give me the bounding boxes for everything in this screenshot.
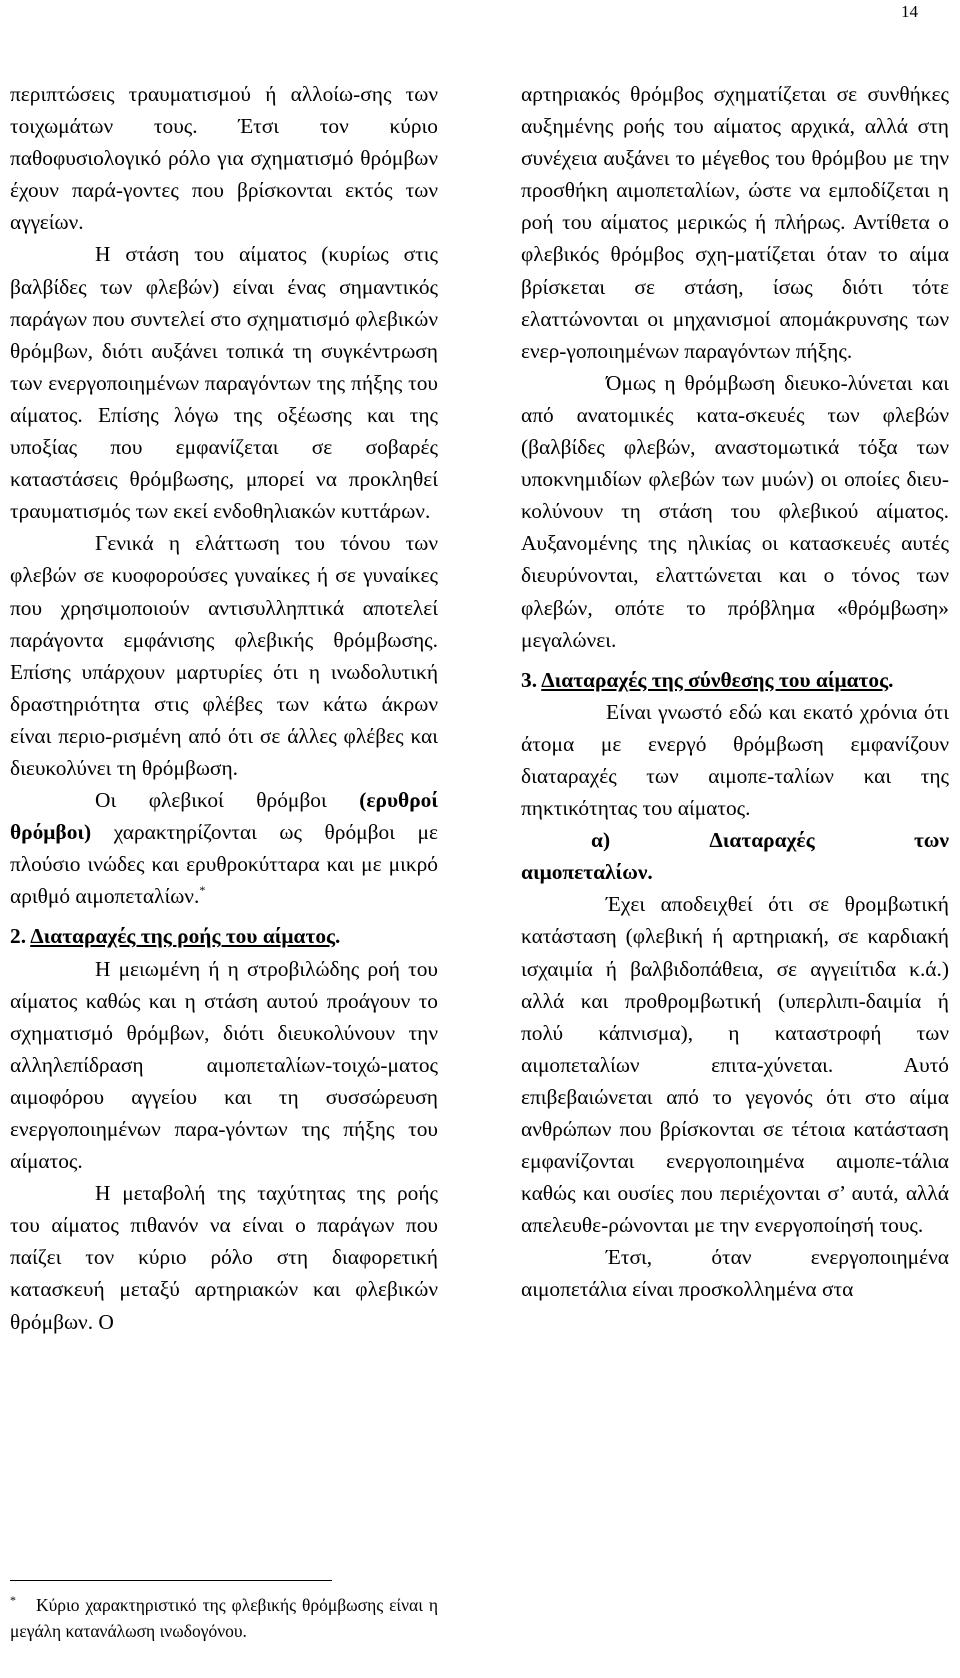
section-title: Διαταραχές της σύνθεσης του αίματος (541, 667, 889, 692)
paragraph: Όμως η θρόμβωση διευκο-λύνεται και από ανατομικές κατα-σκευές των φλεβών (βαλβίδες φλεβών, αναστομωτικά τόξα των υποκνημιδίων φλεβών των μυών) οι οποίες διευ-κολύνουν τη στάση του φλεβικού αίματος. Αυξανομένης της ηλικίας οι κατασκευές αυτές διευρύνονται, ελαττώνεται και ο τόνος των φλεβών, οπότε το πρόβλημα «θρόμβωση» μεγαλώνει. (521, 370, 949, 652)
section-title: Διαταραχές της ροής του αίματος (30, 924, 336, 949)
subheading-word: Διαταραχές (709, 828, 815, 853)
section-number: 2. (10, 924, 31, 949)
section-title-period: . (888, 667, 894, 692)
footnote-text: Κύριο χαρακτηριστικό της φλεβικής θρόμβωσης είναι η μεγάλη κατανάλωση ινωδογόνου. (10, 1595, 438, 1641)
left-column (10, 78, 438, 1338)
text-run: Οι φλεβικοί θρόμβοι (95, 788, 360, 813)
subheading-word: των (913, 828, 949, 853)
subheading-a (521, 824, 949, 856)
paragraph: Η στάση του αίματος (κυρίως στις βαλβίδες των φλεβών) είναι ένας σημαντικός παράγων που συντελεί στο σχηματισμό φλεβικών θρόμβων, διότι αυξάνει τοπικά τη συγκέντρωση των ενεργοποιημένων παραγόντων της πήξης του αίματος. Επίσης λόγω της οξέωσης και της υποξίας που εμφανίζεται σε σοβαρές καταστάσεις θρόμβωσης, μπορεί να προκληθεί τραυματισμός των εκεί ενδοθηλιακών κυττάρων. (10, 242, 438, 524)
paragraph: Η μειωμένη ή η στροβιλώδης ροή του αίματος καθώς και η στάση αυτού προάγουν το σχηματισμό θρόμβων, διότι διευκολύνουν την αλληλεπίδραση αιμοπεταλίων-τοιχώ-ματος αιμοφόρου αγγείου και τη συσσώρευση ενεργοποιημένων παρα-γόντων της πήξης του αίματος. (10, 956, 438, 1174)
subheading-a-continued: αιμοπεταλίων. (521, 860, 653, 885)
paragraph: Η μεταβολή της ταχύτητας της ροής του αίματος πιθανόν να είναι ο παράγων που παίζει τον κύριο ρόλο στη διαφορετική κατασκευή μεταξύ αρτηριακών και φλεβικών θρόμβων. Ο (10, 1181, 438, 1334)
text-run: χαρακτηρίζονται ως θρόμβοι με πλούσιο ινώδες και ερυθροκύτταρα και με μικρό αριθμό αιμοπεταλίων. (10, 820, 438, 909)
page-number: 14 (901, 2, 918, 21)
paragraph: Έτσι, όταν ενεργοποιημένα αιμοπετάλια είναι προσκολλημένα στα (521, 1245, 949, 1302)
paragraph: Έχει αποδειχθεί ότι σε θρομβωτική κατάσταση (φλεβική ή αρτηριακή, σε καρδιακή ισχαιμία ή βαλβιδοπάθεια, σε αγγειίτιδα κ.ά.) αλλά και προθρομβωτική (υπερλιπι-δαιμία ή πολύ κάπνισμα), η καταστροφή των αιμοπεταλίων επιτα-χύνεται. Αυτό επιβεβαιώνεται από το γεγονός ότι στο αίμα ανθρώπων που βρίσκονται σε τέτοια κατάσταση εμφανίζονται ενεργοποιημένα αιμοπε-τάλια καθώς και ουσίες που περιέχονται σ’ αυτά, αλλά απελευθε-ρώνονται με την ενεργοποίησή τους. (521, 892, 949, 1238)
paragraph: Είναι γνωστό εδώ και εκατό χρόνια ότι άτομα με ενεργό θρόμβωση εμφανίζουν διαταραχές των αιμοπε-ταλίων και της πηκτικότητας του αίματος. (521, 699, 949, 821)
section-heading-2 (10, 920, 438, 952)
paragraph: Γενικά η ελάττωση του τόνου των φλεβών σε κυοφορούσες γυναίκες ή σε γυναίκες που χρησιμοποιούν αντισυλληπτικά αποτελεί παράγοντα εμφάνισης φλεβικής θρόμβωσης. Επίσης υπάρχουν μαρτυρίες ότι η ινωδολυτική δραστηριότητα στις φλέβες των κάτω άκρων είναι περιο-ρισμένη από ότι σε άλλες φλέβες και διευκολύνει τη θρόμβωση. (10, 531, 438, 780)
footnote-separator (10, 1580, 332, 1581)
paragraph (10, 784, 438, 912)
footnote-mark: * (10, 1593, 16, 1607)
footnote-reference: * (199, 883, 206, 898)
paragraph: περιπτώσεις τραυματισμού ή αλλοίω-σης των τοιχωμάτων τους. Έτσι τον κύριο παθοφυσιολογικό ρόλο για σχηματισμό θρόμβων έχουν παρά-γοντες που βρίσκονται εκτός των αγγείων. (10, 82, 438, 235)
section-heading-3 (521, 664, 949, 696)
subheading-letter: α) (591, 828, 611, 853)
right-column (521, 78, 949, 1306)
section-number: 3. (521, 667, 542, 692)
section-title-period: . (335, 924, 341, 949)
paragraph: αρτηριακός θρόμβος σχηματίζεται σε συνθήκες αυξημένης ροής του αίματος αρχικά, αλλά στη συνέχεια αυξάνει το μέγεθος του θρόμβου με την προσθήκη αιμοπεταλίων, ώστε να εμποδίζεται η ροή του αίματος μερικώς ή πλήρως. Αντίθετα ο φλεβικός θρόμβος σχη-ματίζεται όταν το αίμα βρίσκεται σε στάση, ίσως διότι τότε ελαττώνονται οι μηχανισμοί απομάκρυνσης των ενερ-γοποιημένων παραγόντων πήξης. (521, 82, 949, 363)
bold-term: (ερυθροί θρόμβοι) (10, 788, 438, 845)
footnote (10, 1592, 438, 1644)
